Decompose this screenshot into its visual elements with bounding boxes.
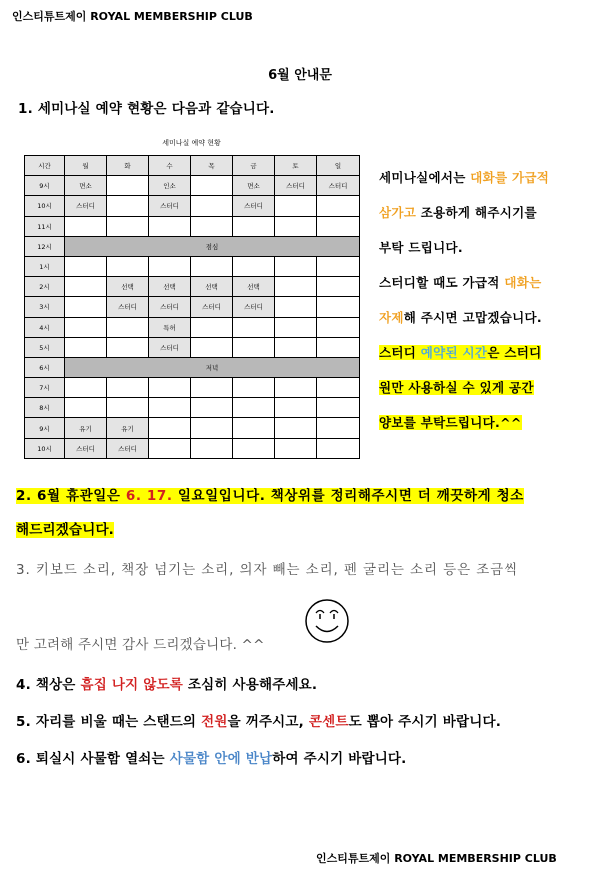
- schedule-row: [25, 297, 360, 317]
- schedule-header-day: 목: [191, 156, 233, 176]
- schedule-cell: 특허: [149, 317, 191, 337]
- schedule-cell: [317, 256, 360, 276]
- schedule-table: [24, 155, 360, 459]
- side-note-text: 세미나실에서는: [379, 170, 471, 185]
- schedule-row: [25, 256, 360, 276]
- schedule-time-cell: 9시: [25, 176, 65, 196]
- schedule-time-cell: 12시: [25, 236, 65, 256]
- schedule-cell: 스터디: [65, 438, 107, 458]
- schedule-time-cell: 7시: [25, 378, 65, 398]
- schedule-cell: [317, 297, 360, 317]
- schedule-cell: [149, 398, 191, 418]
- side-note-highlight: [379, 345, 541, 360]
- schedule-cell: [275, 337, 317, 357]
- section-3-line-2: 만 고려해 주시면 감사 드리겠습니다. ^^: [16, 637, 265, 653]
- schedule-cell: [233, 256, 275, 276]
- schedule-cell: 면소: [65, 176, 107, 196]
- schedule-time-cell: 5시: [25, 337, 65, 357]
- side-note-text: 해 주시면 고맙겠습니다.: [403, 310, 542, 325]
- section-6-line: [16, 747, 407, 767]
- side-note-emphasis: 대화를 가급적: [470, 170, 550, 185]
- schedule-cell: [275, 256, 317, 276]
- schedule-cell: [233, 418, 275, 438]
- schedule-time-cell: 10시: [25, 196, 65, 216]
- schedule-row: [25, 176, 360, 196]
- smiley-face-icon: [304, 598, 350, 644]
- schedule-time-cell: 9시: [25, 418, 65, 438]
- section-2-date: 6. 17.: [125, 488, 173, 504]
- schedule-cell: 스터디: [233, 297, 275, 317]
- schedule-cell: [275, 317, 317, 337]
- schedule-cell: [149, 438, 191, 458]
- schedule-time-cell: 10시: [25, 438, 65, 458]
- schedule-cell: [65, 337, 107, 357]
- section-3-line-1: 3. 키보드 소리, 책장 넘기는 소리, 의자 빼는 소리, 펜 굴리는 소리 등은 조금씩: [16, 562, 519, 578]
- page-title: 6월 안내문: [268, 68, 332, 83]
- schedule-row: [25, 317, 360, 337]
- section-2-line-1: [16, 484, 524, 504]
- schedule-cell: [191, 378, 233, 398]
- schedule-header-day: 수: [149, 156, 191, 176]
- schedule-cell: [191, 438, 233, 458]
- schedule-cell: [275, 277, 317, 297]
- side-note-emphasis: 대화는: [504, 275, 542, 290]
- section-2-text: 일요일입니다. 책상위를 정리해주시면 더 깨끗하게 청소: [172, 488, 524, 504]
- section-5-emphasis: 전원: [201, 714, 228, 730]
- schedule-header-time: 시간: [25, 156, 65, 176]
- schedule-cell: [191, 317, 233, 337]
- schedule-cell: [191, 176, 233, 196]
- schedule-cell: [149, 418, 191, 438]
- side-note: [379, 167, 549, 447]
- section-2-highlight: 해드리겠습니다.: [16, 522, 115, 538]
- section-2-highlight: [16, 488, 524, 504]
- schedule-cell: 인소: [149, 176, 191, 196]
- schedule-cell: 스터디: [233, 196, 275, 216]
- schedule-cell: [107, 256, 149, 276]
- schedule-row: [25, 398, 360, 418]
- schedule-cell: 스터디: [149, 337, 191, 357]
- schedule-cell: [317, 337, 360, 357]
- schedule-cell: [65, 256, 107, 276]
- schedule-row: [25, 196, 360, 216]
- schedule-cell: [107, 378, 149, 398]
- schedule-cell: 면소: [233, 176, 275, 196]
- schedule-cell: [275, 438, 317, 458]
- schedule-header-day: 화: [107, 156, 149, 176]
- schedule-cell: 스터디: [107, 297, 149, 317]
- schedule-cell: [317, 398, 360, 418]
- schedule-row: [25, 216, 360, 236]
- schedule-cell: [191, 216, 233, 236]
- section-5-text: 을 꺼주시고,: [227, 714, 309, 730]
- schedule-cell: [275, 216, 317, 236]
- schedule-row: [25, 438, 360, 458]
- schedule-time-cell: 2시: [25, 277, 65, 297]
- schedule-cell: [65, 398, 107, 418]
- schedule-header-row: [25, 156, 360, 176]
- schedule-cell: [317, 317, 360, 337]
- schedule-cell: [191, 337, 233, 357]
- schedule-cell: [149, 216, 191, 236]
- schedule-cell: [233, 398, 275, 418]
- schedule-cell: [233, 337, 275, 357]
- schedule-merged-cell: 저녁: [65, 357, 360, 377]
- schedule-block: [24, 138, 360, 459]
- schedule-cell: [275, 378, 317, 398]
- schedule-cell: [317, 196, 360, 216]
- schedule-cell: [107, 196, 149, 216]
- schedule-row: [25, 357, 360, 377]
- schedule-cell: [317, 418, 360, 438]
- schedule-time-cell: 8시: [25, 398, 65, 418]
- schedule-cell: [233, 378, 275, 398]
- section-5-text: 도 뽑아 주시기 바랍니다.: [348, 714, 502, 730]
- schedule-cell: 스터디: [191, 297, 233, 317]
- schedule-cell: [317, 277, 360, 297]
- schedule-row: [25, 277, 360, 297]
- schedule-cell: 선택: [233, 277, 275, 297]
- schedule-header-day: 토: [275, 156, 317, 176]
- section-2-text: 2. 6월 휴관일은: [16, 488, 126, 504]
- side-note-highlight: 양보를 부탁드립니다.^^: [379, 415, 522, 430]
- schedule-cell: [149, 256, 191, 276]
- header-text: 인스티튜트제이 ROYAL MEMBERSHIP CLUB: [12, 10, 253, 23]
- section-6-emphasis: 사물함 안에 반납: [169, 751, 273, 767]
- schedule-time-cell: 6시: [25, 357, 65, 377]
- schedule-cell: [191, 398, 233, 418]
- side-note-highlight: 원만 사용하실 수 있게 공간: [379, 380, 534, 395]
- schedule-cell: [275, 196, 317, 216]
- schedule-cell: [65, 216, 107, 236]
- side-note-text: 스터디할 때도 가급적: [379, 275, 505, 290]
- schedule-row: [25, 378, 360, 398]
- schedule-cell: [191, 196, 233, 216]
- schedule-cell: [107, 337, 149, 357]
- schedule-cell: [233, 216, 275, 236]
- side-note-emphasis: 예약된 시간: [420, 345, 488, 360]
- section-5-emphasis: 콘센트: [308, 714, 349, 730]
- schedule-cell: [275, 418, 317, 438]
- schedule-cell: [107, 216, 149, 236]
- schedule-time-cell: 1시: [25, 256, 65, 276]
- schedule-cell: [65, 317, 107, 337]
- schedule-row: [25, 418, 360, 438]
- schedule-cell: [149, 378, 191, 398]
- schedule-header-day: 월: [65, 156, 107, 176]
- schedule-header-day: 일: [317, 156, 360, 176]
- schedule-cell: [317, 216, 360, 236]
- schedule-header-day: 금: [233, 156, 275, 176]
- schedule-cell: [65, 297, 107, 317]
- schedule-cell: [65, 277, 107, 297]
- schedule-cell: [275, 398, 317, 418]
- section-2-line-2: [16, 518, 114, 538]
- schedule-cell: [191, 418, 233, 438]
- side-note-text: 조용하게 해주시기를: [416, 205, 537, 220]
- schedule-cell: 스터디: [317, 176, 360, 196]
- schedule-cell: [65, 378, 107, 398]
- schedule-title: 세미나실 예약 현황: [162, 139, 221, 147]
- section-4-text: 조심히 사용해주세요.: [182, 677, 318, 693]
- section-5-text: 5. 자리를 비울 때는 스탠드의: [16, 714, 202, 730]
- side-note-text: 은 스터디: [487, 345, 542, 360]
- schedule-row: [25, 337, 360, 357]
- schedule-cell: [317, 378, 360, 398]
- schedule-cell: 스터디: [149, 297, 191, 317]
- schedule-merged-cell: 점심: [65, 236, 360, 256]
- schedule-cell: 스터디: [65, 196, 107, 216]
- side-note-emphasis: 자제: [379, 310, 404, 325]
- side-note-text: 스터디: [379, 345, 421, 360]
- schedule-cell: 유기: [107, 418, 149, 438]
- schedule-cell: 선택: [107, 277, 149, 297]
- section-5-line: [16, 710, 501, 730]
- section-1-heading: 1. 세미나실 예약 현황은 다음과 같습니다.: [18, 101, 275, 117]
- section-4-text: 4. 책상은: [16, 677, 81, 693]
- schedule-cell: 스터디: [275, 176, 317, 196]
- section-4-emphasis: 흠집 나지 않도록: [80, 677, 183, 693]
- schedule-time-cell: 11시: [25, 216, 65, 236]
- section-6-text: 6. 퇴실시 사물함 열쇠는: [16, 751, 170, 767]
- section-4-line: [16, 673, 317, 693]
- schedule-cell: 유기: [65, 418, 107, 438]
- schedule-cell: 스터디: [107, 438, 149, 458]
- schedule-cell: [317, 438, 360, 458]
- schedule-cell: [191, 256, 233, 276]
- schedule-cell: 스터디: [149, 196, 191, 216]
- schedule-cell: 선택: [191, 277, 233, 297]
- schedule-cell: [233, 438, 275, 458]
- schedule-cell: [107, 398, 149, 418]
- schedule-cell: [233, 317, 275, 337]
- schedule-time-cell: 3시: [25, 297, 65, 317]
- schedule-cell: [107, 317, 149, 337]
- schedule-cell: [275, 297, 317, 317]
- section-6-text: 하여 주시기 바랍니다.: [272, 751, 407, 767]
- schedule-cell: 선택: [149, 277, 191, 297]
- side-note-text: 부탁 드립니다.: [379, 240, 463, 255]
- schedule-time-cell: 4시: [25, 317, 65, 337]
- schedule-cell: [107, 176, 149, 196]
- footer-text: 인스티튜트제이 ROYAL MEMBERSHIP CLUB: [316, 852, 557, 865]
- side-note-emphasis: 삼가고: [379, 205, 417, 220]
- schedule-row: [25, 236, 360, 256]
